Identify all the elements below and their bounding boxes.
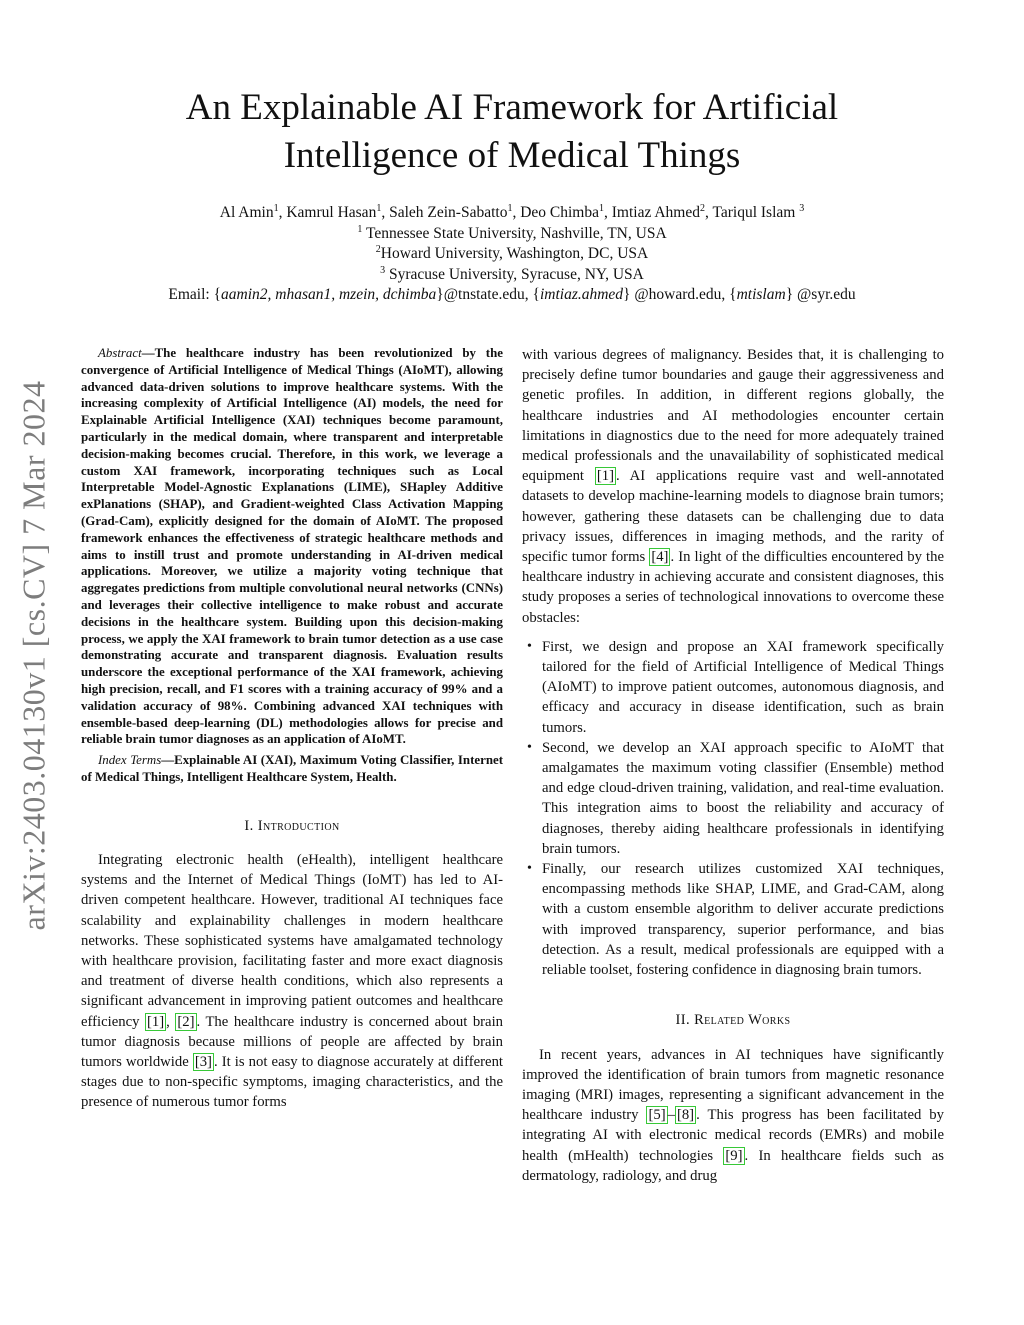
text-run: . AI applications require vast and well-annotated datasets to develop machine-learning models to diagnose brain tumors; however, gathering these datasets can be challenging due to data privacy issues, differences in imaging methods, and the rarity of specific tumor forms bbox=[522, 468, 944, 566]
citation-link[interactable]: [5] bbox=[648, 1107, 666, 1124]
citation-link[interactable]: [3] bbox=[194, 1053, 212, 1070]
section-number: I. bbox=[244, 817, 254, 834]
affiliation-line bbox=[60, 265, 964, 286]
author-affiliation-mark: 1 bbox=[273, 202, 279, 214]
section-number: II. bbox=[675, 1012, 691, 1029]
list-item-text: Finally, our research utilizes customized XAI techniques, encompassing methods like SHAP, LIME, and Grad-CAM, along with a custom ensemble algorithm to deliver accurate predictions with improved transparency, superior performance, and bias detection. As a result, medical professionals are equipped with a reliable toolset, fostering confidence in diagnosing brain tumors. bbox=[542, 861, 944, 979]
author-affiliation-mark: 1 bbox=[507, 202, 513, 214]
author-name: Saleh Zein-Sabatto bbox=[389, 204, 508, 221]
email-line: Email: {aamin2, mhasan1, mzein, dchimba}@tnstate.edu, {imtiaz.ahmed} @howard.edu, {mtislam} @syr.edu bbox=[168, 286, 856, 303]
author-affiliation-mark: 1 bbox=[376, 202, 382, 214]
citation-link[interactable]: [1] bbox=[147, 1013, 165, 1030]
bullet-icon: • bbox=[527, 861, 532, 877]
email-label: Email: bbox=[168, 286, 210, 303]
text-run: Integrating electronic health (eHealth), intelligent healthcare systems and the Internet of Medical Things (IoMT) has led to AI-driven competent healthcare. However, traditional AI techniques face scalability and explainability challenges in modern healthcare networks. These sophisticated systems have amalgamated technology with healthcare provision, facilitating faster and more exact diagnosis and treatment of diverse health conditions, which also represents a significant advancement in improving patient outcomes and healthcare efficiency bbox=[81, 851, 503, 1030]
author-name: Kamrul Hasan bbox=[286, 204, 377, 221]
title-line-2: Intelligence of Medical Things bbox=[283, 135, 741, 176]
list-item bbox=[522, 859, 944, 980]
abstract-lead: Abstract bbox=[98, 346, 142, 360]
email-group-tnstate: aamin2, mhasan1, mzein, dchimba bbox=[221, 286, 437, 303]
text-run: . In light of the difficulties encountered by the healthcare industry in achieving accurate and consistent diagnoses, this study proposes a series of technological innovations to overcome these obstacles: bbox=[522, 549, 944, 626]
author-name: Deo Chimba bbox=[520, 204, 599, 221]
contribution-list bbox=[522, 637, 944, 980]
text-run: . This progress has been facilitated by integrating AI with electronic medical records (EMRs) and mobile health (mHealth) technologies bbox=[522, 1107, 944, 1164]
left-column bbox=[81, 345, 503, 1113]
citation-link[interactable]: [4] bbox=[651, 549, 669, 566]
index-terms-body: —Explainable AI (XAI), Maximum Voting Classifier, Internet of Medical Things, Intelligent Healthcare System, Health. bbox=[81, 753, 503, 784]
list-item-text: Second, we develop an XAI approach specific to AIoMT that amalgamates the maximum voting classifier (Ensemble) method and edge cloud-driven training, validation, and real-time evaluation. This integration aims to boost the reliability and accuracy of diagnoses, thereby aiding healthcare professionals in identifying brain tumors. bbox=[542, 739, 944, 857]
abstract-body: —The healthcare industry has been revolutionized by the convergence of Artificial Intelligence of Medical Things (AIoMT), allowing advanced data-driven solutions to improve healthcare systems. With the increasing complexity of Artificial Intelligence (AI) models, the need for Explainable Artificial Intelligence (XAI) techniques become paramount, particularly in the medical domain, where transparent and interpretable decision-making becomes crucial. Therefore, in this work, we leverage a custom XAI framework, incorporating techniques such as Local Interpretable Model-Agnostic Explanations (LIME), SHapley Additive exPlanations (SHAP), and Gradient-weighted Class Activation Mapping (Grad-Cam), explicitly designed for the domain of AIoMT. The proposed framework enhances the effectiveness of strategic healthcare methods and aims to instill trust and promote understanding in AI-driven medical applications. Moreover, we utilize a majority voting technique that aggregates predictions from multiple convolutional neural networks (CNNs) and leverages their collective intelligence to make robust and accurate decisions in the healthcare system. Building upon this decision-making process, we apply the XAI framework to brain tumor detection as a use case demonstrating accurate and transparent diagnosis. Evaluation results underscore the exceptional performance of the XAI framework, achieving high precision, recall, and F1 scores with a training accuracy of 99% and a validation accuracy of 98%. Combining advanced XAI techniques with ensemble-based deep-learning (DL) methodologies allows for precise and reliable brain tumor diagnoses as an application of AIoMT. bbox=[81, 346, 503, 747]
citation-link[interactable]: [1] bbox=[596, 468, 614, 485]
text-run: with various degrees of malignancy. Besides that, it is challenging to precisely define tumor boundaries and gauge their aggressiveness and genetic profiles. In addition, in different regions globally, the healthcare industries and AI methodologies encounter certain limitations in diagnostics due to the need for more adequately trained medical professionals and the unavailability of sophisticated medical equipment bbox=[522, 347, 944, 485]
text-run: , bbox=[166, 1013, 176, 1030]
intro-paragraph bbox=[81, 850, 503, 1113]
author-affiliation-mark: 1 bbox=[598, 202, 604, 214]
author-list: Al Amin$^1$, Kamrul Hasan$^1$, Saleh Zein-Sabatto$^1$, Deo Chimba$^1$, Imtiaz Ahmed$^2$, Tariqul Islam $^3$ bbox=[219, 202, 805, 221]
affiliation-line bbox=[60, 244, 964, 265]
abstract bbox=[81, 345, 503, 748]
author-block bbox=[60, 203, 964, 306]
bullet-icon: • bbox=[527, 739, 532, 755]
email-group-syr: mtislam bbox=[736, 286, 786, 303]
text-run: – bbox=[667, 1107, 675, 1124]
list-item-text: First, we design and propose an XAI framework specifically tailored for the field of Artificial Intelligence of Medical Things (AIoMT) to improve patient outcomes, autonomous diagnosis, and efficacy and accuracy in disease identification, such as brain tumors. bbox=[542, 638, 944, 736]
section-heading-introduction bbox=[81, 816, 503, 836]
title-line-1: An Explainable AI Framework for Artificial bbox=[185, 87, 839, 128]
citation-link[interactable]: [9] bbox=[725, 1147, 743, 1164]
affiliation-number: 2 bbox=[375, 243, 381, 255]
index-terms bbox=[81, 752, 503, 786]
arxiv-identifier-text: arXiv:2403.04130v1 [cs.CV] 7 Mar 2024 bbox=[15, 380, 52, 930]
arxiv-identifier-stamp bbox=[14, 350, 54, 960]
text-run: In recent years, advances in AI techniques have significantly improved the identification of brain tumors from magnetic resonance imaging (MRI) images, representing a significant advancement in the healthcare industry bbox=[522, 1046, 944, 1124]
email-domain-howard: @howard.edu, bbox=[634, 286, 726, 303]
text-run: . In healthcare fields such as dermatology, radiology, and drug bbox=[522, 1147, 944, 1184]
list-item bbox=[522, 738, 944, 859]
section-heading-related-works bbox=[522, 1010, 944, 1030]
author-affiliation-mark: 3 bbox=[799, 202, 805, 214]
author-name: Imtiaz Ahmed bbox=[611, 204, 700, 221]
affiliation-text: Howard University, Washington, DC, USA bbox=[380, 245, 649, 262]
index-terms-lead: Index Terms bbox=[98, 753, 162, 768]
citation-link[interactable]: [8] bbox=[676, 1107, 695, 1124]
email-group-howard: imtiaz.ahmed bbox=[539, 286, 624, 303]
related-works-paragraph bbox=[522, 1045, 944, 1186]
right-column bbox=[522, 345, 944, 1186]
author-affiliation-mark: 2 bbox=[699, 202, 705, 214]
affiliation-number: 3 bbox=[380, 264, 386, 276]
intro-paragraph-continued bbox=[522, 345, 944, 628]
section-title: Introduction bbox=[257, 817, 340, 834]
affiliation-text: Syracuse University, Syracuse, NY, USA bbox=[389, 265, 644, 283]
citation-link[interactable]: [2] bbox=[177, 1013, 195, 1030]
author-name: Tariqul Islam bbox=[712, 204, 796, 221]
text-run: . The healthcare industry is concerned about brain tumor diagnosis because millions of people are affected by brain tumors worldwide bbox=[81, 1013, 503, 1070]
list-item bbox=[522, 637, 944, 738]
bullet-icon: • bbox=[527, 638, 532, 654]
affiliation-line bbox=[60, 224, 964, 245]
email-domain-syr: @syr.edu bbox=[797, 286, 856, 303]
section-title: Related Works bbox=[694, 1012, 791, 1029]
author-name: Al Amin bbox=[219, 204, 274, 221]
text-run: . It is not easy to diagnose accurately at different stages due to non-specific symptoms, imaging characteristics, and the presence of numerous tumor forms bbox=[81, 1053, 503, 1111]
email-domain-tnstate: @tnstate.edu, bbox=[443, 286, 529, 303]
affiliation-text: Tennessee State University, Nashville, TN, USA bbox=[365, 224, 667, 242]
paper-title bbox=[100, 84, 924, 180]
affiliation-number: 1 bbox=[357, 223, 363, 235]
